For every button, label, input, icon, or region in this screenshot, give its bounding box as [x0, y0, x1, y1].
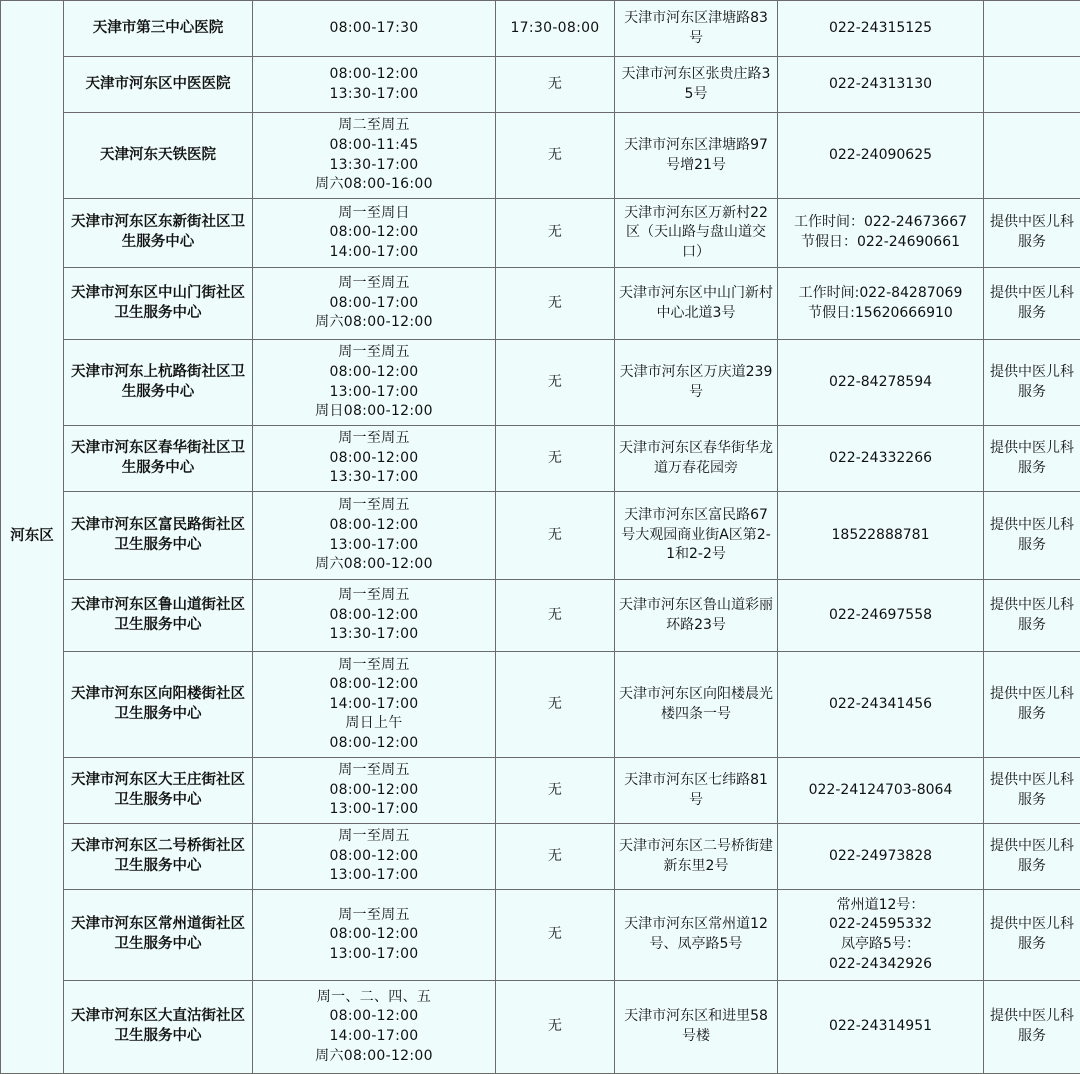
clinic-hours-line: 08:00-12:00 [257, 516, 491, 536]
table-row [1, 758, 1080, 824]
table-row [1, 1, 1080, 57]
hospital-name: 天津市河东区春华街社区卫生服务中心 [64, 426, 253, 492]
tcm-service: 提供中医儿科服务 [984, 426, 1080, 492]
phone [778, 113, 984, 199]
night-hours: 无 [496, 492, 615, 580]
clinic-hours [253, 981, 496, 1074]
clinic-hours-line: 周六08:00-12:00 [257, 1047, 491, 1067]
phone [778, 340, 984, 426]
phone-line: 022-24090625 [782, 146, 979, 166]
address: 天津市河东区常州道12号、凤亭路5号 [615, 890, 778, 981]
clinic-hours-line: 13:30-17:00 [257, 156, 491, 176]
phone-line: 022-24124703-8064 [782, 781, 979, 801]
clinic-hours-line: 08:00-12:00 [257, 847, 491, 867]
clinic-hours-line: 13:30-17:00 [257, 625, 491, 645]
hospital-name: 天津市河东区东新街社区卫生服务中心 [64, 199, 253, 268]
clinic-hours-line: 周一至周五 [257, 274, 491, 294]
clinic-hours-line: 08:00-11:45 [257, 136, 491, 156]
clinic-hours [253, 268, 496, 340]
clinic-hours-line: 周一至周五 [257, 906, 491, 926]
clinic-hours-line: 14:00-17:00 [257, 243, 491, 263]
phone [778, 199, 984, 268]
phone-line: 022-24973828 [782, 847, 979, 867]
clinic-hours-line: 08:00-12:00 [257, 223, 491, 243]
tcm-service: 提供中医儿科服务 [984, 890, 1080, 981]
table-row [1, 199, 1080, 268]
table-row [1, 981, 1080, 1074]
phone-line: 18522888781 [782, 526, 979, 546]
tcm-service [984, 113, 1080, 199]
address: 天津市河东区津塘路83号 [615, 1, 778, 57]
clinic-hours [253, 113, 496, 199]
tcm-service: 提供中医儿科服务 [984, 981, 1080, 1074]
clinic-hours-line: 08:00-12:00 [257, 1007, 491, 1027]
night-hours: 无 [496, 580, 615, 652]
clinic-hours [253, 492, 496, 580]
tcm-service: 提供中医儿科服务 [984, 199, 1080, 268]
clinic-hours-line: 周一至周五 [257, 429, 491, 449]
phone [778, 580, 984, 652]
phone-line: 常州道12号： [782, 896, 979, 916]
clinic-hours-line: 周六08:00-12:00 [257, 555, 491, 575]
phone [778, 890, 984, 981]
table-row [1, 57, 1080, 113]
phone [778, 1, 984, 57]
clinic-hours [253, 199, 496, 268]
clinic-hours-line: 13:00-17:00 [257, 866, 491, 886]
clinic-hours-line: 周一至周五 [257, 496, 491, 516]
clinic-hours-line: 08:00-12:00 [257, 734, 491, 754]
hospital-name: 天津市河东上杭路街社区卫生服务中心 [64, 340, 253, 426]
clinic-hours-line: 13:00-17:00 [257, 383, 491, 403]
clinic-hours [253, 652, 496, 758]
clinic-hours-line: 08:00-12:00 [257, 675, 491, 695]
clinic-hours-line: 08:00-12:00 [257, 925, 491, 945]
night-hours: 无 [496, 426, 615, 492]
clinic-hours-line: 周日上午 [257, 714, 491, 734]
hospital-name: 天津市河东区中医医院 [64, 57, 253, 113]
tcm-service: 提供中医儿科服务 [984, 268, 1080, 340]
address: 天津市河东区万庆道239号 [615, 340, 778, 426]
night-hours: 无 [496, 268, 615, 340]
clinic-hours-line: 14:00-17:00 [257, 695, 491, 715]
hospital-name: 天津市河东区鲁山道街社区卫生服务中心 [64, 580, 253, 652]
clinic-hours-line: 08:00-17:30 [257, 19, 491, 39]
phone [778, 758, 984, 824]
phone-line: 022-84278594 [782, 373, 979, 393]
hospital-name: 天津市河东区大直沽街社区卫生服务中心 [64, 981, 253, 1074]
tcm-service: 提供中医儿科服务 [984, 824, 1080, 890]
address: 天津市河东区津塘路97号增21号 [615, 113, 778, 199]
hospital-name: 天津市河东区富民路街社区卫生服务中心 [64, 492, 253, 580]
address: 天津市河东区和进里58号楼 [615, 981, 778, 1074]
clinic-hours-line: 08:00-12:00 [257, 606, 491, 626]
phone [778, 57, 984, 113]
address: 天津市河东区二号桥街建新东里2号 [615, 824, 778, 890]
night-hours: 无 [496, 340, 615, 426]
table-row [1, 580, 1080, 652]
table-row [1, 340, 1080, 426]
night-hours: 无 [496, 758, 615, 824]
phone-line: 节假日:15620666910 [782, 304, 979, 324]
address: 天津市河东区七纬路81号 [615, 758, 778, 824]
hospital-name: 天津市第三中心医院 [64, 1, 253, 57]
address: 天津市河东区春华街华龙道万春花园旁 [615, 426, 778, 492]
clinic-hours-line: 周一至周五 [257, 761, 491, 781]
phone [778, 981, 984, 1074]
phone-line: 022-24332266 [782, 449, 979, 469]
clinic-hours [253, 890, 496, 981]
phone-line: 022-24341456 [782, 695, 979, 715]
address: 天津市河东区富民路67号大观园商业街A区第2-1和2-2号 [615, 492, 778, 580]
clinic-hours-line: 13:00-17:00 [257, 536, 491, 556]
clinic-hours-line: 08:00-12:00 [257, 449, 491, 469]
clinic-hours-line: 13:30-17:00 [257, 85, 491, 105]
table-row [1, 492, 1080, 580]
night-hours: 无 [496, 981, 615, 1074]
clinic-hours-line: 13:30-17:00 [257, 468, 491, 488]
tcm-service [984, 1, 1080, 57]
phone-line: 工作时间：022-24673667 [782, 213, 979, 233]
clinic-hours-line: 周六08:00-16:00 [257, 175, 491, 195]
night-hours: 无 [496, 824, 615, 890]
table-row [1, 652, 1080, 758]
phone [778, 268, 984, 340]
tcm-service: 提供中医儿科服务 [984, 652, 1080, 758]
phone [778, 652, 984, 758]
night-hours: 17:30-08:00 [496, 1, 615, 57]
phone-line: 022-24595332 [782, 915, 979, 935]
phone-line: 节假日：022-24690661 [782, 233, 979, 253]
hospital-name: 天津市河东区向阳楼街社区卫生服务中心 [64, 652, 253, 758]
address: 天津市河东区向阳楼晨光楼四条一号 [615, 652, 778, 758]
phone-line: 022-24313130 [782, 75, 979, 95]
clinic-hours [253, 57, 496, 113]
night-hours: 无 [496, 113, 615, 199]
clinic-hours-line: 08:00-12:00 [257, 65, 491, 85]
phone [778, 426, 984, 492]
night-hours: 无 [496, 199, 615, 268]
clinic-hours-line: 周一至周五 [257, 827, 491, 847]
address: 天津市河东区中山门新村中心北道3号 [615, 268, 778, 340]
hospital-name: 天津市河东区常州道街社区卫生服务中心 [64, 890, 253, 981]
address: 天津市河东区张贵庄路35号 [615, 57, 778, 113]
table-row [1, 890, 1080, 981]
clinic-hours [253, 1, 496, 57]
clinic-hours [253, 580, 496, 652]
address: 天津市河东区鲁山道彩丽环路23号 [615, 580, 778, 652]
clinic-hours-line: 周一至周五 [257, 656, 491, 676]
phone-line: 凤亭路5号： [782, 935, 979, 955]
clinic-hours-line: 周一至周五 [257, 343, 491, 363]
phone-line: 022-24314951 [782, 1017, 979, 1037]
table-row [1, 113, 1080, 199]
tcm-service: 提供中医儿科服务 [984, 580, 1080, 652]
night-hours: 无 [496, 652, 615, 758]
clinic-hours-line: 周一至周五 [257, 586, 491, 606]
table-row [1, 824, 1080, 890]
clinic-hours-line: 08:00-17:00 [257, 294, 491, 314]
hospital-name: 天津市河东区大王庄街社区卫生服务中心 [64, 758, 253, 824]
clinic-hours-line: 08:00-12:00 [257, 781, 491, 801]
clinic-hours-line: 08:00-12:00 [257, 363, 491, 383]
table-row [1, 426, 1080, 492]
clinic-hours-line: 周日08:00-12:00 [257, 402, 491, 422]
clinic-hours [253, 758, 496, 824]
hospital-name: 天津市河东区中山门街社区卫生服务中心 [64, 268, 253, 340]
phone-line: 工作时间:022-84287069 [782, 284, 979, 304]
tcm-service: 提供中医儿科服务 [984, 492, 1080, 580]
address: 天津市河东区万新村22区（天山路与盘山道交口） [615, 199, 778, 268]
phone-line: 022-24342926 [782, 955, 979, 975]
night-hours: 无 [496, 890, 615, 981]
clinic-hours-line: 13:00-17:00 [257, 800, 491, 820]
clinic-hours-line: 14:00-17:00 [257, 1027, 491, 1047]
phone-line: 022-24315125 [782, 19, 979, 39]
tcm-service [984, 57, 1080, 113]
clinic-hours [253, 824, 496, 890]
phone-line: 022-24697558 [782, 606, 979, 626]
night-hours: 无 [496, 57, 615, 113]
clinic-hours-line: 周一至周日 [257, 204, 491, 224]
hospital-name: 天津河东天铁医院 [64, 113, 253, 199]
clinic-hours [253, 426, 496, 492]
hospital-name: 天津市河东区二号桥街社区卫生服务中心 [64, 824, 253, 890]
tcm-service: 提供中医儿科服务 [984, 340, 1080, 426]
district-cell: 河东区 [1, 1, 64, 1074]
phone [778, 492, 984, 580]
clinic-hours-line: 周一、二、四、五 [257, 988, 491, 1008]
tcm-service: 提供中医儿科服务 [984, 758, 1080, 824]
clinic-hours-line: 周二至周五 [257, 116, 491, 136]
clinic-hours [253, 340, 496, 426]
phone [778, 824, 984, 890]
clinic-hours-line: 13:00-17:00 [257, 945, 491, 965]
table-row [1, 268, 1080, 340]
clinic-hours-line: 周六08:00-12:00 [257, 313, 491, 333]
